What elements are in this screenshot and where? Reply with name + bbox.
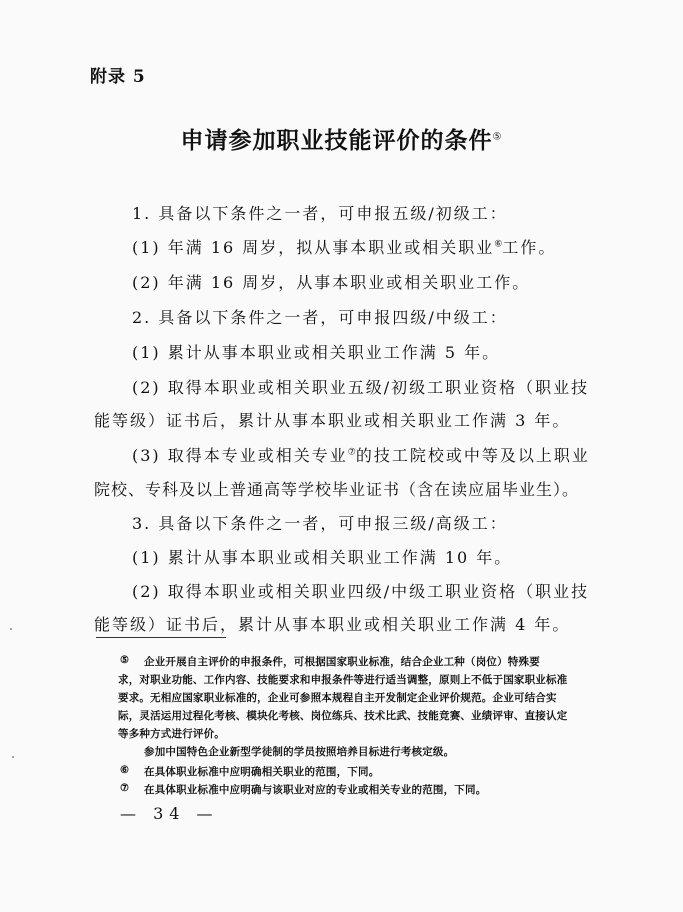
footnote-7-text: 在具体职业标准中应明确与该职业对应的专业或相关专业的范围，下同。 — [144, 784, 487, 796]
footnote-7-mark: ⑦ — [120, 783, 129, 794]
footnote-divider — [96, 637, 226, 638]
condition-level3-item2-line2: 能等级）证书后，累计从事本职业或相关职业工作满 4 年。 — [94, 615, 571, 634]
footnote-ref-6: ⑥ — [494, 239, 503, 250]
footnote-6-text: 在具体职业标准中应明确相关职业的范围，下同。 — [144, 766, 380, 778]
item-text: (3) 取得本专业或相关专业 — [132, 446, 348, 465]
item-text-tail: 工作。 — [502, 238, 557, 257]
item-text-tail: 的技工院校或中等及以上职业 — [355, 446, 590, 465]
condition-level4-item3-line1 — [132, 443, 590, 466]
title-footnote-mark: ⑤ — [492, 131, 503, 143]
footnote-5-line5: 等多种方式进行评价。 — [118, 728, 225, 740]
condition-level3-item1: (1) 累计从事本职业或相关职业工作满 10 年。 — [132, 548, 513, 567]
condition-level4-item1: (1) 累计从事本职业或相关职业工作满 5 年。 — [132, 343, 501, 362]
footnote-5-line3: 要求。无相应国家职业标准的，企业可参照本规程自主开发制定企业评价规范。企业可结合实 — [118, 692, 557, 704]
condition-level5-heading: 1. 具备以下条件之一者，可申报五级/初级工： — [132, 204, 508, 223]
footnote-5-mark: ⑤ — [120, 655, 129, 666]
condition-level3-item2-line1: (2) 取得本职业或相关职业四级/中级工职业资格（职业技 — [132, 582, 590, 601]
condition-level5-item2: (2) 年满 16 周岁，从事本职业或相关职业工作。 — [132, 273, 531, 292]
scan-speck — [10, 628, 12, 630]
condition-level5-item1 — [132, 235, 556, 258]
title-text: 申请参加职业技能评价的条件 — [180, 127, 493, 154]
footnote-5-line6: 参加中国特色企业新型学徒制的学员按照培养目标进行考核定级。 — [144, 746, 455, 758]
footnote-5-line4: 际，灵活运用过程化考核、模块化考核、岗位练兵、技术比武、技能竞赛、业绩评审、直接认定 — [118, 710, 568, 722]
condition-level3-heading: 3. 具备以下条件之一者，可申报三级/高级工： — [132, 514, 508, 533]
page-number: — 34 — — [120, 804, 219, 823]
footnote-6-mark: ⑥ — [120, 765, 129, 776]
appendix-label: 附录 5 — [90, 67, 146, 87]
footnote-ref-7: ⑦ — [347, 447, 356, 458]
condition-level4-item2-line2: 能等级）证书后，累计从事本职业或相关职业工作满 3 年。 — [94, 411, 571, 430]
scan-speck — [12, 756, 14, 758]
condition-level4-heading: 2. 具备以下条件之一者，可申报四级/中级工： — [132, 308, 508, 327]
footnote-5-line1: 企业开展自主评价的申报条件，可根据国家职业标准，结合企业工种（岗位）特殊要 — [144, 656, 540, 668]
page-title — [0, 122, 683, 155]
condition-level4-item3-line2: 院校、专科及以上普通高等学校毕业证书（含在读应届毕业生）。 — [94, 480, 580, 499]
footnote-5-line2: 求，对职业功能、工作内容、技能要求和申报条件等进行适当调整，原则上不低于国家职业标准 — [118, 674, 568, 686]
item-text: (1) 年满 16 周岁，拟从事本职业或相关职业 — [132, 238, 495, 257]
condition-level4-item2-line1: (2) 取得本职业或相关职业五级/初级工职业资格（职业技 — [132, 378, 590, 397]
